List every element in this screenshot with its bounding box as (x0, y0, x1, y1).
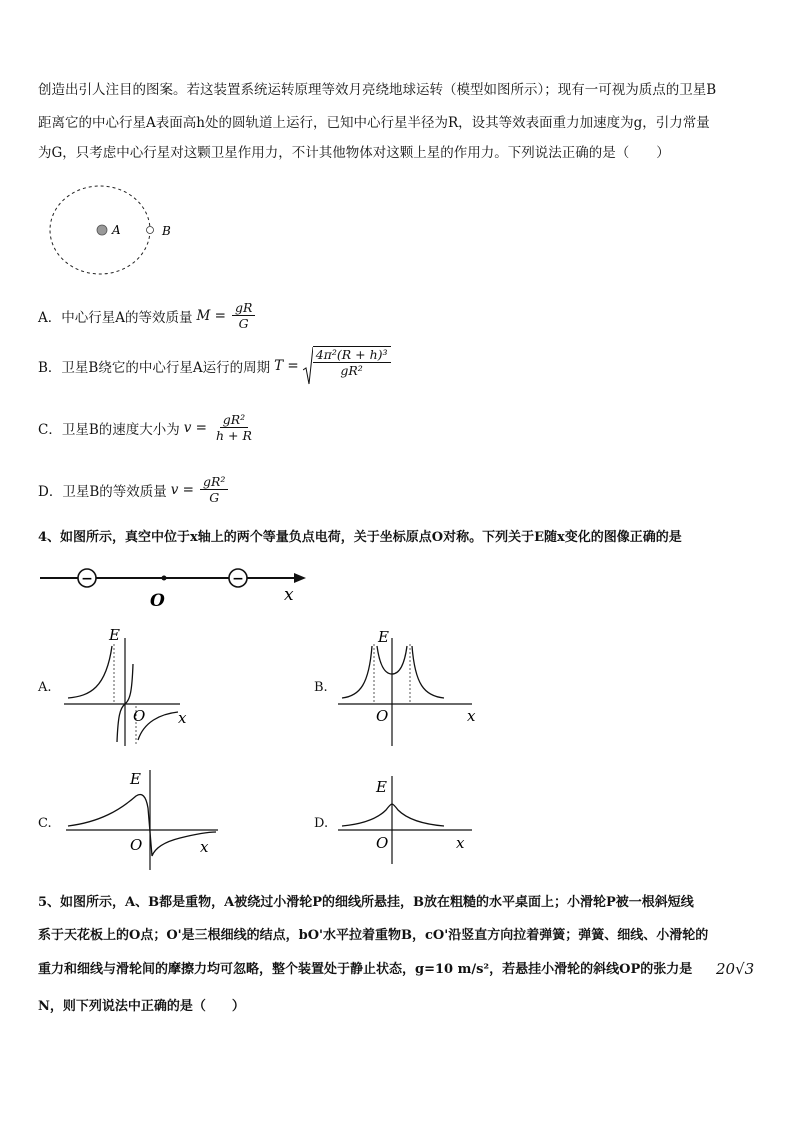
q4-stem: 4、如图所示，真空中位于x轴上的两个等量负点电荷，关于坐标原点O对称。下列关于E随x变化的图像正确的是 (38, 530, 682, 545)
graph-b-curve-left (342, 646, 372, 698)
axis-x-label: x (284, 585, 294, 605)
option-a-text: A．中心行星A的等效质量 (38, 309, 193, 326)
origin-dot (162, 576, 167, 581)
graph-d-x-label: x (456, 834, 465, 852)
option-d-numerator: gR² (200, 474, 228, 490)
option-a-fraction (232, 300, 255, 331)
graph-a-curve-left (68, 646, 112, 698)
orbit-figure (48, 183, 188, 283)
option-a-numerator: gR (232, 300, 255, 316)
option-b-numerator: 4π²(R + h)³ (313, 347, 391, 363)
graph-b-curve-right (412, 646, 444, 698)
graph-b-x-label: x (467, 707, 476, 725)
satellite-b (147, 227, 154, 234)
q3-line-2: 距离它的中心行星A表面高h处的圆轨道上运行，已知中心行星半径为R，设其等效表面重力加速度为g，引力常量 (38, 115, 710, 131)
q3-option-a[interactable] (38, 300, 257, 331)
graph-a-label[interactable]: A. (38, 680, 52, 695)
graph-a (60, 624, 200, 752)
x-axis-arrow-icon (294, 573, 306, 583)
graph-b-y-label: E (378, 628, 389, 646)
graph-d-y-label: E (376, 778, 387, 796)
option-b-sqrt (303, 346, 393, 386)
q3-option-d[interactable] (38, 474, 230, 505)
charge-right-sign: − (232, 571, 244, 587)
option-c-denominator: h + R (215, 428, 252, 443)
graph-c-y-label: E (130, 770, 141, 788)
graph-a-y-label: E (109, 626, 120, 644)
charge-left-sign: − (81, 571, 93, 587)
graph-d (334, 768, 484, 868)
option-a-lhs: M = (196, 307, 226, 324)
q3-option-c[interactable] (38, 412, 257, 443)
graph-b (334, 624, 484, 752)
graph-c-origin: O (130, 836, 143, 854)
option-b-denominator: gR² (340, 363, 363, 378)
q5-line-2: 系于天花板上的O点；O'是三根细线的结点，bO'水平拉着重物B，cO'沿竖直方向拉着弹簧；弹簧、细线、小滑轮的 (38, 928, 709, 943)
graph-b-label[interactable]: B. (314, 680, 328, 695)
planet-a (97, 225, 107, 235)
option-b-text: B．卫星B绕它的中心行星A运行的周期 (38, 360, 271, 376)
sqrt-sign-icon (303, 346, 313, 386)
graph-c (60, 764, 224, 874)
graph-a-origin: O (133, 707, 146, 725)
graph-a-x-label: x (178, 709, 187, 727)
graph-d-curve (342, 804, 444, 826)
planet-a-label: A (112, 223, 121, 237)
q5-line-3: 重力和细线与滑轮间的摩擦力均可忽略，整个装置处于静止状态，g=10 m/s²，若悬挂小滑轮的斜线OP的张力是 (38, 962, 693, 977)
q3-line-3: 为G，只考虑中心行星对这颗卫星作用力，不计其他物体对这颗上星的作用力。下列说法正确的是（ ） (38, 145, 670, 161)
option-a-denominator: G (238, 316, 249, 331)
option-c-numerator: gR² (220, 412, 248, 428)
option-c-fraction (213, 412, 255, 443)
option-b-fraction (313, 346, 391, 386)
option-c-text: C．卫星B的速度大小为 (38, 421, 180, 438)
q5-line-1: 5、如图所示，A、B都是重物，A被绕过小滑轮P的细线所悬挂，B放在粗糙的水平桌面上；小滑轮P被一根斜短线 (38, 895, 694, 910)
q5-line-4: N，则下列说法中正确的是（ ） (38, 999, 245, 1014)
q5-tension-value: 20√3 (716, 960, 755, 978)
option-b-lhs: T = (274, 358, 299, 374)
option-c-lhs: v = (183, 419, 207, 436)
option-d-text: D．卫星B的等效质量 (38, 483, 167, 500)
graph-b-origin: O (376, 707, 389, 725)
q4-charge-axis (38, 562, 308, 608)
q3-line-1: 创造出引人注目的图案。若这装置系统运转原理等效月亮绕地球运转（模型如图所示）；现有一可视为质点的卫星B (38, 82, 717, 98)
satellite-b-label: B (162, 224, 171, 238)
option-d-lhs: v = (170, 481, 194, 498)
origin-label: O (150, 591, 165, 608)
option-d-fraction (200, 474, 228, 505)
graph-c-x-label: x (200, 838, 209, 856)
q3-option-b[interactable] (38, 346, 393, 386)
graph-c-label[interactable]: C. (38, 816, 52, 831)
graph-d-origin: O (376, 834, 389, 852)
option-d-denominator: G (209, 490, 220, 505)
graph-d-label[interactable]: D. (314, 816, 329, 831)
